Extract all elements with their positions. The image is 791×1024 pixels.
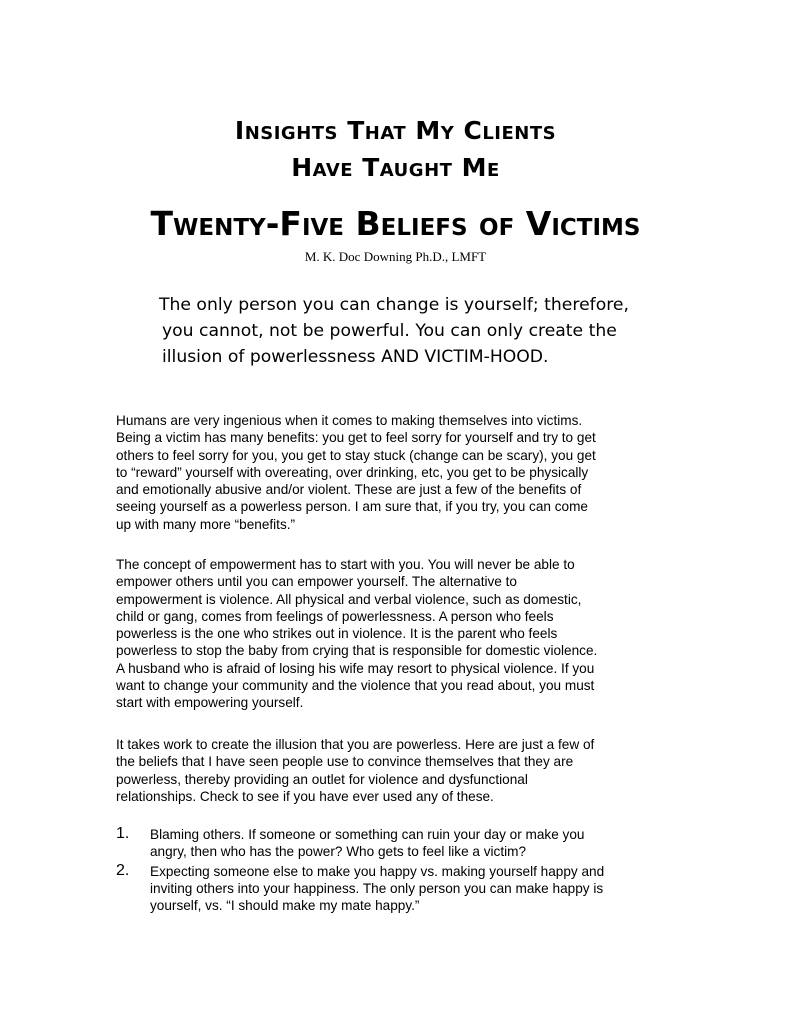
- paragraph-line: start with empowering yourself.: [116, 695, 304, 711]
- paragraph-line: A husband who is afraid of losing his wife may resort to physical violence. If you: [116, 660, 595, 676]
- title-line-1: Insights That My Clients: [234, 116, 557, 145]
- paragraph-line: Being a victim has many benefits: you get to feel sorry for yourself and try to get: [116, 430, 596, 446]
- paragraph-line: empower others until you can empower yourself. The alternative to: [116, 574, 517, 590]
- list-item-line: angry, then who has the power? Who gets to feel like a victim?: [150, 844, 527, 860]
- paragraph-2: [116, 556, 676, 712]
- paragraph-line: powerless to stop the baby from crying that is responsible for domestic violence.: [116, 643, 598, 659]
- title-line-2: Have Taught Me: [291, 153, 500, 182]
- list-number: 2.: [116, 861, 130, 879]
- paragraph-line: the beliefs that I have seen people use to convince themselves that they are: [116, 754, 574, 770]
- author-byline: M. K. Doc Downing Ph.D., LMFT: [304, 249, 487, 264]
- paragraph-line: powerless, thereby providing an outlet for violence and dysfunctional: [116, 771, 528, 787]
- paragraph-line: powerless is the one who strikes out in violence. It is the parent who feels: [116, 626, 558, 642]
- paragraph-3: [116, 736, 676, 805]
- quote-line: illusion of powerlessness AND VICTIM-HOOD.: [162, 347, 549, 367]
- paragraph-line: child or gang, comes from feelings of powerlessness. A person who feels: [116, 608, 554, 624]
- paragraph-line: to “reward” yourself with overeating, over drinking, etc, you get to be physically: [116, 464, 589, 480]
- list-item-line: Expecting someone else to make you happy vs. making yourself happy and: [150, 863, 605, 879]
- paragraph-line: seeing yourself as a powerless person. I am sure that, if you try, you can come: [116, 499, 588, 515]
- paragraph-line: and emotionally abusive and/or violent. These are just a few of the benefits of: [116, 482, 582, 498]
- list-item: [116, 863, 676, 915]
- quote-line: The only person you can change is yourself; therefore,: [159, 295, 629, 315]
- quote-block: [159, 292, 682, 370]
- list-number: 1.: [116, 825, 130, 842]
- paragraph-line: It takes work to create the illusion that you are powerless. Here are just a few of: [116, 737, 595, 752]
- paragraph-line: others to feel sorry for you, you get to stay stuck (change can be scary), you get: [116, 447, 596, 463]
- quote-line: you cannot, not be powerful. You can only create the: [162, 321, 617, 341]
- paragraph-line: Humans are very ingenious when it comes to making themselves into victims.: [116, 413, 583, 428]
- paragraph-line: relationships. Check to see if you have ever used any of these.: [116, 788, 494, 804]
- list-item-line: inviting others into your happiness. The only person you can make happy is: [150, 880, 604, 896]
- paragraph-1: [116, 412, 676, 533]
- list-item-line: yourself, vs. “I should make my mate happy.”: [150, 898, 420, 914]
- paragraph-line: empowerment is violence. All physical and verbal violence, such as domestic,: [116, 591, 582, 607]
- beliefs-list: [116, 826, 676, 916]
- paragraph-line: up with many more “benefits.”: [116, 516, 296, 532]
- list-item: [116, 826, 676, 861]
- paragraph-line: The concept of empowerment has to start with you. You will never be able to: [116, 557, 575, 572]
- main-title: Twenty-Five Beliefs of Victims: [150, 204, 641, 243]
- paragraph-line: want to change your community and the violence that you read about, you must: [116, 678, 595, 694]
- list-item-line: Blaming others. If someone or something can ruin your day or make you: [150, 827, 585, 842]
